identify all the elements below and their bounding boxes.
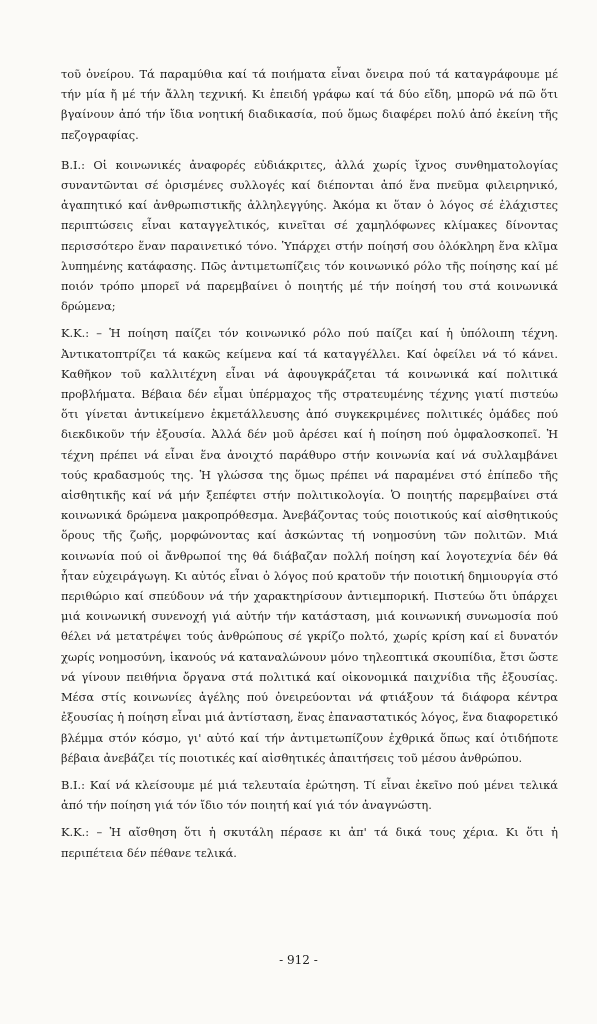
question-bi-social-role: Β.Ι.: Οἱ κοινωνικές ἀναφορές εὐδιάκριτες, ἀλλά χωρίς ἴχνος συνθηματολογίας συναντῶνται σέ ὁρισμένες συλλογές καί διέπονται ἀπό ἕνα πνεῦμα φιλειρηνικό, ἀγαπητικό καί ἀνθρωπιστικῆς ἀλληλεγγύης. Ἀκόμα κι ὅταν ὁ λόγος σέ ἐλάχιστες περιπτώσεις εἶναι καταγγελτικός, κινεῖται σέ χαμηλόφωνες κλίμακες δίνοντας περισσότερο ἕναν παραινετικό τόνο. Ὑπάρχει στήν ποίησή σου ὁλόκληρη ἕνα κλῖμα λυπημένης κατάφασης. Πῶς ἀντιμετωπίζεις τόν κοινωνικό ρόλο τῆς ποίησης καί μέ ποιόν τρόπο μπορεῖ νά παρεμβαίνει ὁ ποιητής μέ τήν ποίησή του στά κοινωνικά δρώμενα; <box>61 157 558 314</box>
question-bi-final: Β.Ι.: Καί νά κλείσουμε μέ μιά τελευταία ἐρώτηση. Τί εἶναι ἐκεῖνο πού μένει τελικά ἀπό τήν ποίηση γιά τόν ἴδιο τόν ποιητή καί γιά τόν ἀναγνώστη. <box>61 777 558 813</box>
answer-kk-final: Κ.Κ.: – Ἡ αἴσθηση ὅτι ἡ σκυτάλη πέρασε κι ἀπ' τά δικά τους χέρια. Κι ὅτι ἡ περιπέτεια δέν πέθανε τελικά. <box>61 825 558 860</box>
paragraph-continuation: τοῦ ὀνείρου. Τά παραμύθια καί τά ποιήματα εἶναι ὄνειρα πού τά καταγράφουμε μέ τήν μία ἤ μέ τήν ἄλλη τεχνική. Κι ἐπειδή γράφω καί τά δύο εἴδη, μπορῶ νά πῶ ὅτι βγαίνουν ἀπό τήν ἴδια νοητική διαδικασία, πού ὅμως διαφέρει πολύ ἀπό ἐκείνη τῆς πεζογραφίας. <box>61 67 558 142</box>
page-number: - 912 - <box>279 953 318 967</box>
interview-text <box>61 64 558 870</box>
answer-kk-social-role: Κ.Κ.: – Ἡ ποίηση παίζει τόν κοινωνικό ρόλο πού παίζει καί ἡ ὑπόλοιπη τέχνη. Ἀντικατοπτρίζει τά κακῶς κείμενα καί τά καταγγέλλει. Καί ὀφείλει νά τό κάνει. Καθῆκον τοῦ καλλιτέχνη εἶναι νά ἀφουγκράζεται τά κοινωνικά καί πολιτικά προβλήματα. Βέβαια δέν εἶμαι ὑπέρμαχος τῆς στρατευμένης τέχνης γιατί πιστεύω ὅτι γίνεται ἀντικείμενο ἐκμετάλλευσης ἀπό συγκεκριμένες πολιτικές ὁμάδες πού διεκδικοῦν τήν ἐξουσία. Ἀλλά δέν μοῦ ἀρέσει καί ἡ ποίηση πού ὀμφαλοσκοπεῖ. Ἡ τέχνη πρέπει νά εἶναι ἕνα ἀνοιχτό παράθυρο στήν κοινωνία καί νά συλλαμβάνει τούς κραδασμούς της. Ἡ γλώσσα της ὅμως πρέπει νά παραμένει στό ἐπίπεδο τῆς αἰσθητικῆς καί νά μήν ξεπέφτει στήν πολιτικολογία. Ὁ ποιητής παρεμβαίνει στά κοινωνικά δρώμενα μακροπρόθεσμα. Ἀνεβάζοντας τούς ποιοτικούς καί αἰσθητικούς ὅρους τῆς ζωῆς, μορφώνοντας καί ἀσκώντας τή νοημοσύνη τῶν πολιτῶν. Μιά κοινωνία πού οἱ ἄνθρωποί της θά διάβαζαν πολλή ποίηση καί λογοτεχνία δέν θά ἦταν εὐχειράγωγη. Κι αὐτός εἶναι ὁ λόγος πού κρατοῦν τήν ποιοτική δημιουργία στό περιθώριο καί σπεύδουν νά τήν χαρακτηρίσουν ἀντιεμπορική. Πιστεύω ὅτι ὑπάρχει μιά κοινωνική συνενοχή γιά αὐτήν τήν κατάσταση, μιά κοινωνική συνωμοσία πού θέλει νά μετατρέψει τούς ἀνθρώπους σέ γκρίζο πολτό, χωρίς κρίση καί εἰ δυνατόν χωρίς νοημοσύνη, ἱκανούς νά καταναλώνουν μόνο τηλεοπτικά σκουπίδια, ἔτσι ὥστε νά γίνουν πειθήνια ὄργανα στά πολιτικά καί οἰκονομικά παιχνίδια τῆς ἐξουσίας. Μέσα στίς κοινωνίες ἀγέλης πού ὀνειρεύονται νά φτιάξουν τά διάφορα κέντρα ἐξουσίας ἡ ποίηση εἶναι μιά ἀντίσταση, ἕνας ἐπαναστατικός λόγος, ἕνα διαφορετικό βλέμμα στόν κόσμο, γι' αὐτό καί τήν ἀντιμετωπίζουν ἐχθρικά ὅπως καί ὁτιδήποτε βέβαια ἀνεβάζει τίς ποιοτικές καί αἰσθητικές ἀπαιτήσεις τοῦ μέσου ἀνθρώπου. <box>61 326 558 765</box>
